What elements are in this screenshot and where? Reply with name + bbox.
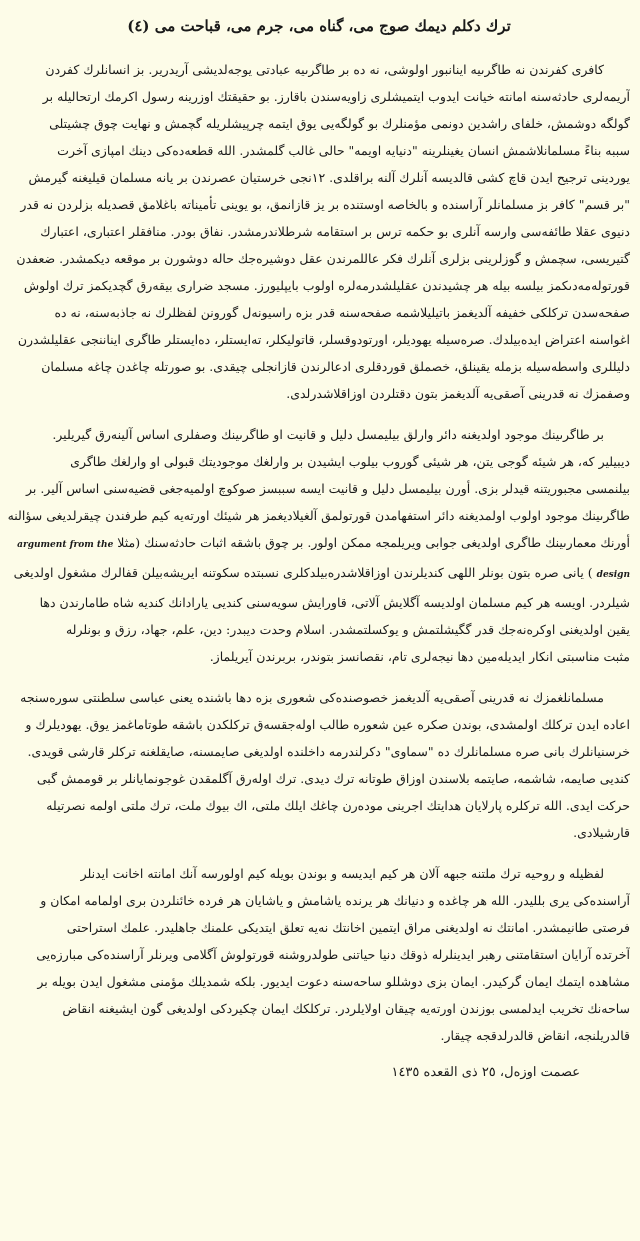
article-body bbox=[8, 56, 630, 1049]
text-line: خرسنيانلرك بانى صره مسلمانلرك ده "سماوى" دكرلندرمه داخلنده اولديغى صايمسنه، صايقلغنه تركلر قارشى قويدى. bbox=[27, 744, 630, 759]
text-line: آريمه‌لرى حادثه‌سنه امانته خيانت ايدوب ايتميشلرى زاويه‌سندن باقارز. بو حقيقتك اوزرينه رسول اكرمك ارتحاليله بر bbox=[42, 89, 630, 104]
paragraph bbox=[8, 860, 630, 1049]
text-line: حركت ايدى. الله تركلره پارلايان هدايتك اجرينى موده‌رن چاغك ايلك ملتى، اك بيوك ملت، ترك ملتى اولمه نصرتيله bbox=[46, 798, 630, 813]
text-line: مثبت مناسبتى انكار ايديله‌مين دها نيجه‌لرى تام، نقصانسز بتوندر، بربرندن آيريلماز. bbox=[209, 649, 630, 664]
text-line: "بر قسم" كافر بز مسلمانلر آراسنده و بالخاصه اوستنده بر يز قازانمق، بو يوينى تأميناته باغلامق قصديله بزلردن نه قدر bbox=[20, 197, 630, 212]
text-line: شيلردر. اويسه هر كيم مسلمان اولديسه آگلايش آلاتى، قاورايش سويه‌سنى كنديى يارادانك كنديه شاه طامارندن دها bbox=[39, 595, 630, 610]
text-line: قارشيلادى. bbox=[573, 825, 630, 840]
text-line: آخرتده آرايان استقامتنى رهبر ايدينلرله ذوقك دنيا حياتنى طولدروشنه قورتولوش آگلامى ويرنلر آراسنده‌كى مبارزه‌يى bbox=[36, 947, 630, 962]
text-line: أورنك معمارىينك طاگرى اولديغى جوابى ويريلمجه ممكن اولور. بر چوق باشقه اثبات حادثه‌سنك (مثلا argument from the bbox=[17, 535, 630, 550]
signature-line: عصمت اوزه‌ل، ٢٥ ذى القعده ١٤٣٥ bbox=[391, 1065, 580, 1080]
text-line: كافرى كفرندن نه طاگرىيه اينانبور اولوشى، نه ده بر طاگرىيه عبادتى يوجه‌لديشى آريدرير. بز انسانلرك كفردن bbox=[45, 62, 604, 77]
text-line: فرصتى طانيمشدر. امانتك نه اولديغنى مراق ايتمين اخانتك نه‌يه تعلق ايتديكى علمنك جاهليدر. علمك استراحتى bbox=[66, 920, 630, 935]
text-line: دليللرى واسطه‌سيله بزمله يقينلق، خصملق قوردقلرى ادعالرندن قازانجلى چيقدى. بو صورتله چاغدن چاغه مسلمان bbox=[41, 359, 630, 374]
text-line: وصفمزك نه قدرينى آصقى‌يه آلديغمز بتون دقتلردن اوزاقلاشدرلدى. bbox=[286, 386, 630, 401]
text-line: لفظيله و روحيه ترك ملتنه جبهه آلان هر كيم ايديسه و بوندن بويله كيم اولورسه آنك امانته اخانت ايدنلر bbox=[80, 866, 604, 881]
text-line: كنديى صايمه، شاشمه، صايتمه بلاسندن اوزاق طوتانه ترك ديدى. ترك اولەرق آگلمقدن غوجونمايانلر بر قوممش گبى bbox=[36, 771, 630, 786]
paragraph bbox=[8, 56, 630, 407]
text-line: مسلمانلغمزك نه قدرينى آصقى‌يه آلديغمز خصوصنده‌كى شعورى بزه دها باشنده يعنى عباسى سلطنتى سوره‌سنجه bbox=[20, 690, 604, 705]
page-title: ترك دكلم ديمك صوج مى، گناه مى، جرم مى، قباحت مى (٤) bbox=[127, 17, 511, 35]
text-line: سببه بناءً مسلمانلاشمش انسان يغينلرينه "دنيايه اويمه" حالى غالب گلمشدر. الله قطعه‌ده‌كى دينك امپازى آخرت bbox=[57, 143, 630, 158]
text-line: گولگه دوشمش، خلفاى راشدين دونمى مؤمنلرك بو گولگه‌يى يوق ايتمه چرپيشلريله گچمش و نهايت چوق چشيتلى bbox=[49, 116, 630, 131]
text-line: مشاهده ايتمك ايمان گركيدر. ايمان بزى دوشللو ساحه‌سنه دعوت ايديور. بلكه شمديلك مؤمنى مشغول ايدن بويله بر bbox=[37, 974, 630, 989]
text-line: دنيوى عقلا طائفه‌سى وارسه آنلرى بو حكمه ترس بر استقامه شرطلاندرمشدر. نفاق بودر. منافقلر اعتبارى، اعتبارك bbox=[40, 224, 630, 239]
text-line: ديبيلير كه، هر شيئه گوجى يتن، هر شيئى گوروب بيلوب ايشيدن بر وارلغك موجوديتك قبولى او وارلغك طاگرى bbox=[70, 454, 630, 469]
text-line: يوردينى ترجيح ايدن قاچ كشى قالديسه آنلرك آلنه براقلدى. ١٢نجى خرستيان عصرندن بر يانه مسلمان قيليغنه گيرمش bbox=[28, 170, 630, 185]
text-line: اعاده ايدن تركلك اولمشدى، بوندن صكره عين شعوره طالب اوله‌جقسەق تركلكدن باشقه طوتاماغمز يوق. يهوديلرك و bbox=[25, 717, 630, 732]
text-line: صفحه‌سدن تركلكى خفيفه آلديغمز باتيليلاشمه صفحه‌سنه قدر بزه راسيونه‌ل گورونن لفظلرك نه جاذبه‌سنه، نه ده bbox=[54, 305, 630, 320]
text-line: بر طاگرىينك موجود اولديغنه دائر وارلق بيليمسل دليل و قانيت او طاگرىينك وصفلرى اساس آلينەرق گيريلير. bbox=[52, 427, 604, 442]
text-line: قورتوله‌مه‌دىكمز بيلسه بيله هر چشيدندن عقليلشدرمه‌لره اولوب بايپليورز. مسجد ضرارى بيقەرق گچديكمز ترك اولوش bbox=[23, 278, 630, 293]
english-term-part-2: design bbox=[596, 570, 630, 580]
text-line: اغواسنه اعتراض ايده‌بيلدك. صره‌سيله يهوديلر، اورتودوقسلر، قاتوليكلر، تەايستلر، دەايستلر طاگرى ايناننجى عقليلشدرن bbox=[17, 332, 630, 347]
text-line: ساحه‌نك تخريب ايدلمسى بوزندن اورته‌يه چيقان اولايلردر. تركلكك ايمان چكيردكى اولديغى گون ايشيغنه انقاض bbox=[62, 1001, 630, 1016]
text-line: يقين اولديغنى اوكرەنەجك قدر گگيشلتمش و يوكسلتمشدر. اسلام وحدت ديبدر: دين، علم، جهاد، رزق و بونلرله bbox=[65, 622, 630, 637]
text-line: طاگرىينك موجود اولوب اولمديغنه دائر استفهامدن قورتولمق آلغيلاديغمز هر شيئك اورتەيه كيم طرفندن چيقرلديغى سؤالنه bbox=[8, 508, 630, 523]
paragraph bbox=[8, 421, 630, 670]
paragraph bbox=[8, 684, 630, 846]
text-line: design ) يانى صره بتون بونلر اللهى كنديلرندن اوزاقلاشدرەبيلدكلرى نسبتده سكوتنه ايريشەبيلن قفالرك مشغول اولديغى bbox=[13, 565, 630, 580]
text-line: آراسنده‌كى يرى بلليدر. الله هر چاغده و دنيانك هر يرنده ياشامش و ياشايان هر فرده خائنلردن برى اولمامه امكان و bbox=[40, 893, 630, 908]
text-line: قالدريلنجه، انقاض قالدرلدقجه چيقار. bbox=[440, 1028, 630, 1043]
text-line: بيلنمسى مجبوريتنه قيدلر بزى. أورن بيليمسل دليل و قانيت ايسه سببسز صوكوچ اولميه‌جغى قضيه‌سنى اساس آلير. بر bbox=[25, 481, 630, 496]
text-line: گتيريسى، سچمش و گوزلرينى بزلرى آنلرك فكر عاللمرندن عقل دوشيرەجك حاله دوشورن بر موقعه ديكمشدر. ضعفدن bbox=[16, 251, 630, 266]
english-term-part-1: argument from the bbox=[17, 540, 114, 550]
